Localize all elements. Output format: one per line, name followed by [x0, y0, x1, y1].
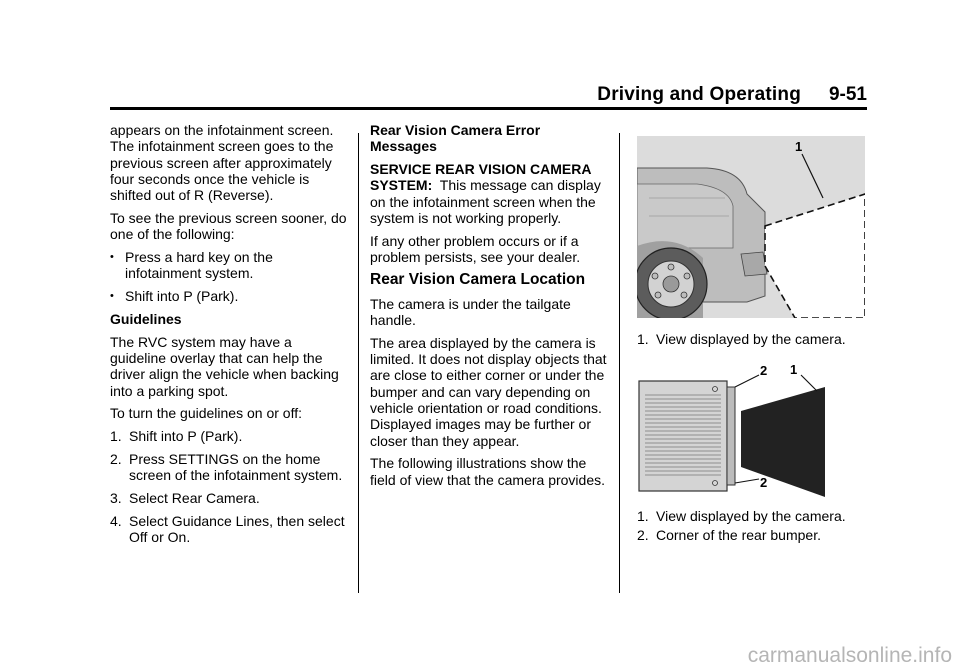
step-item: 3. Select Rear Camera.	[110, 490, 260, 507]
bullet-icon: •	[110, 251, 114, 264]
bullet-item: • Press a hard key on the infotainment system.	[110, 249, 273, 282]
column-divider	[619, 133, 620, 593]
bullet-item: • Shift into P (Park).	[110, 288, 239, 305]
paragraph: If any other problem occurs or if a problem persists, see your dealer.	[370, 232, 581, 266]
section-title: Driving and Operating	[597, 84, 801, 105]
figure-caption: 1. View displayed by the camera.	[637, 331, 846, 347]
figure-caption: 1. View displayed by the camera.	[637, 508, 846, 525]
page-number: 9-51	[828, 84, 867, 105]
column-2	[370, 122, 610, 494]
error-message-paragraph: SERVICE REAR VISION CAMERA SYSTEM: This message can display on the infotainment screen when the system is not working properly.	[370, 161, 601, 226]
bullet-icon: •	[110, 290, 114, 303]
paragraph: The area displayed by the camera is limited. It does not display objects that are close to either corner or under the bumper and can vary depending on vehicle orientation or road conditions. Displayed images may be further or closer than they appear.	[370, 334, 607, 449]
column-3	[637, 136, 869, 543]
paragraph: The camera is under the tailgate handle.	[370, 295, 571, 328]
figure-callout-1: 1	[790, 362, 798, 378]
page-header	[110, 84, 867, 106]
column-1	[110, 122, 348, 552]
error-message-label: SERVICE REAR VISION CAMERA SYSTEM:	[370, 161, 591, 194]
step-item: 4. Select Guidance Lines, then select Off or On.	[110, 512, 345, 546]
section-heading-location: Rear Vision Camera Location	[370, 271, 586, 289]
subheading-error-messages: Rear Vision Camera Error Messages	[370, 122, 541, 155]
rear-camera-top-view-figure	[637, 361, 865, 497]
column-divider	[358, 133, 359, 593]
paragraph: The following illustrations show the field of view that the camera provides.	[370, 455, 606, 488]
step-item: 2. Press SETTINGS on the home screen of the infotainment system.	[110, 451, 343, 484]
paragraph: The RVC system may have a guideline overlay that can help the driver align the vehicle when backing into a parking spot.	[110, 333, 339, 399]
figure-callout-2-top: 2	[760, 363, 768, 379]
header-rule	[110, 107, 867, 110]
figure-callout-1: 1	[795, 139, 803, 154]
rear-camera-side-view-figure	[637, 136, 865, 318]
paragraph: To see the previous screen sooner, do one of the following:	[110, 209, 347, 243]
figure-caption: 2. Corner of the rear bumper.	[637, 526, 821, 543]
paragraph: appears on the infotainment screen. The infotainment screen goes to the previous screen after approximately four seconds once the vehicle is shifted out of R (Reverse).	[110, 122, 334, 204]
subheading-guidelines: Guidelines	[110, 310, 182, 327]
step-item: 1. Shift into P (Park).	[110, 428, 243, 445]
paragraph: To turn the guidelines on or off:	[110, 405, 302, 422]
figure-callout-2-bottom: 2	[760, 475, 768, 491]
watermark: carmanualsonline.info	[747, 644, 952, 667]
